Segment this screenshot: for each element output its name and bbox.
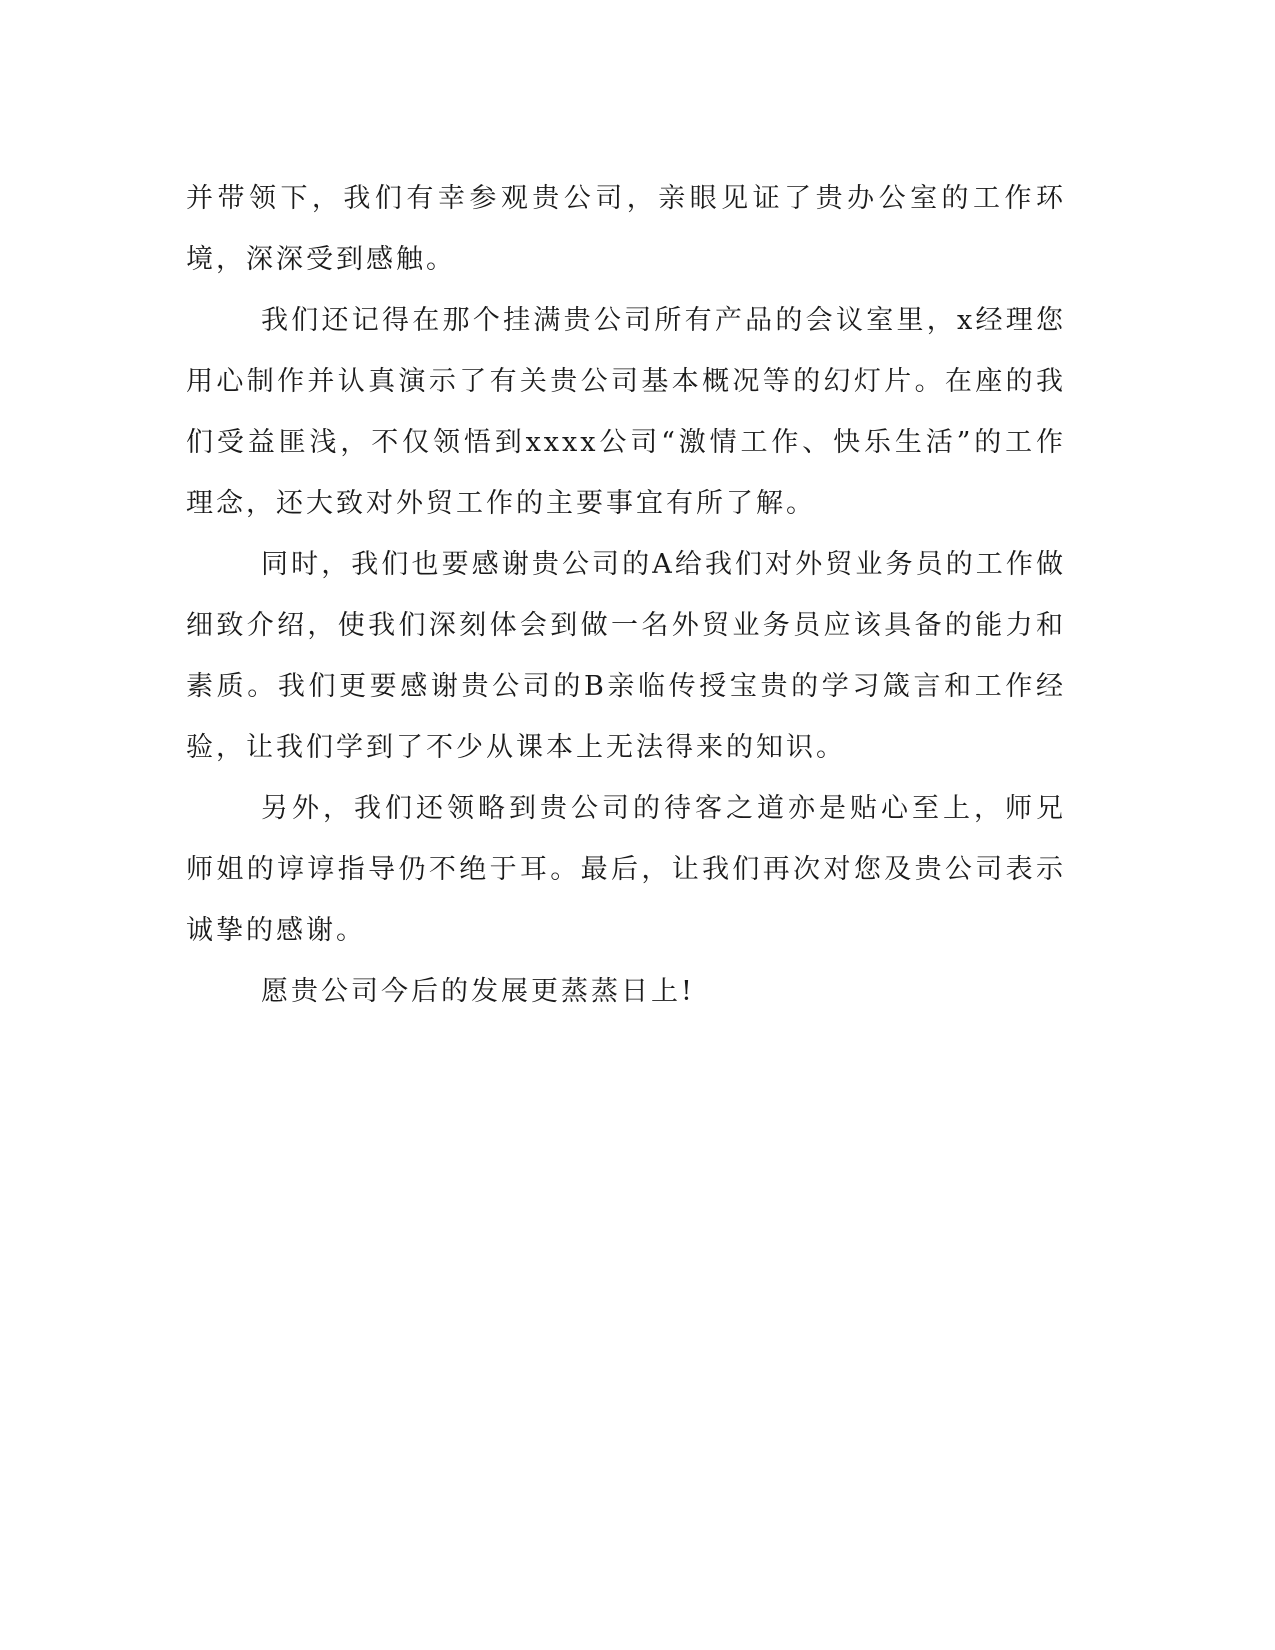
paragraph-hospitality: 另外，我们还领略到贵公司的待客之道亦是贴心至上，师兄师姐的谆谆指导仍不绝于耳。最后，让我们再次对您及贵公司表示诚挚的感谢。 — [186, 793, 1066, 946]
paragraph-visit-continuation: 并带领下，我们有幸参观贵公司，亲眼见证了贵办公室的工作环境，深深受到感触。 — [186, 183, 1066, 275]
paragraph-meeting-room: 我们还记得在那个挂满贵公司所有产品的会议室里，x经理您用心制作并认真演示了有关贵公司基本概况等的幻灯片。在座的我们受益匪浅，不仅领悟到xxxx公司“激情工作、快乐生活”的工作理念，还大致对外贸工作的主要事宜有所了解。 — [186, 305, 1066, 519]
paragraph-thanks-introduction: 同时，我们也要感谢贵公司的A给我们对外贸业务员的工作做细致介绍，使我们深刻体会到做一名外贸业务员应该具备的能力和素质。我们更要感谢贵公司的B亲临传授宝贵的学习箴言和工作经验，让我们学到了不少从课本上无法得来的知识。 — [186, 549, 1066, 763]
document-body — [186, 168, 1066, 1022]
paragraph-closing-wish: 愿贵公司今后的发展更蒸蒸日上! — [261, 976, 695, 1007]
